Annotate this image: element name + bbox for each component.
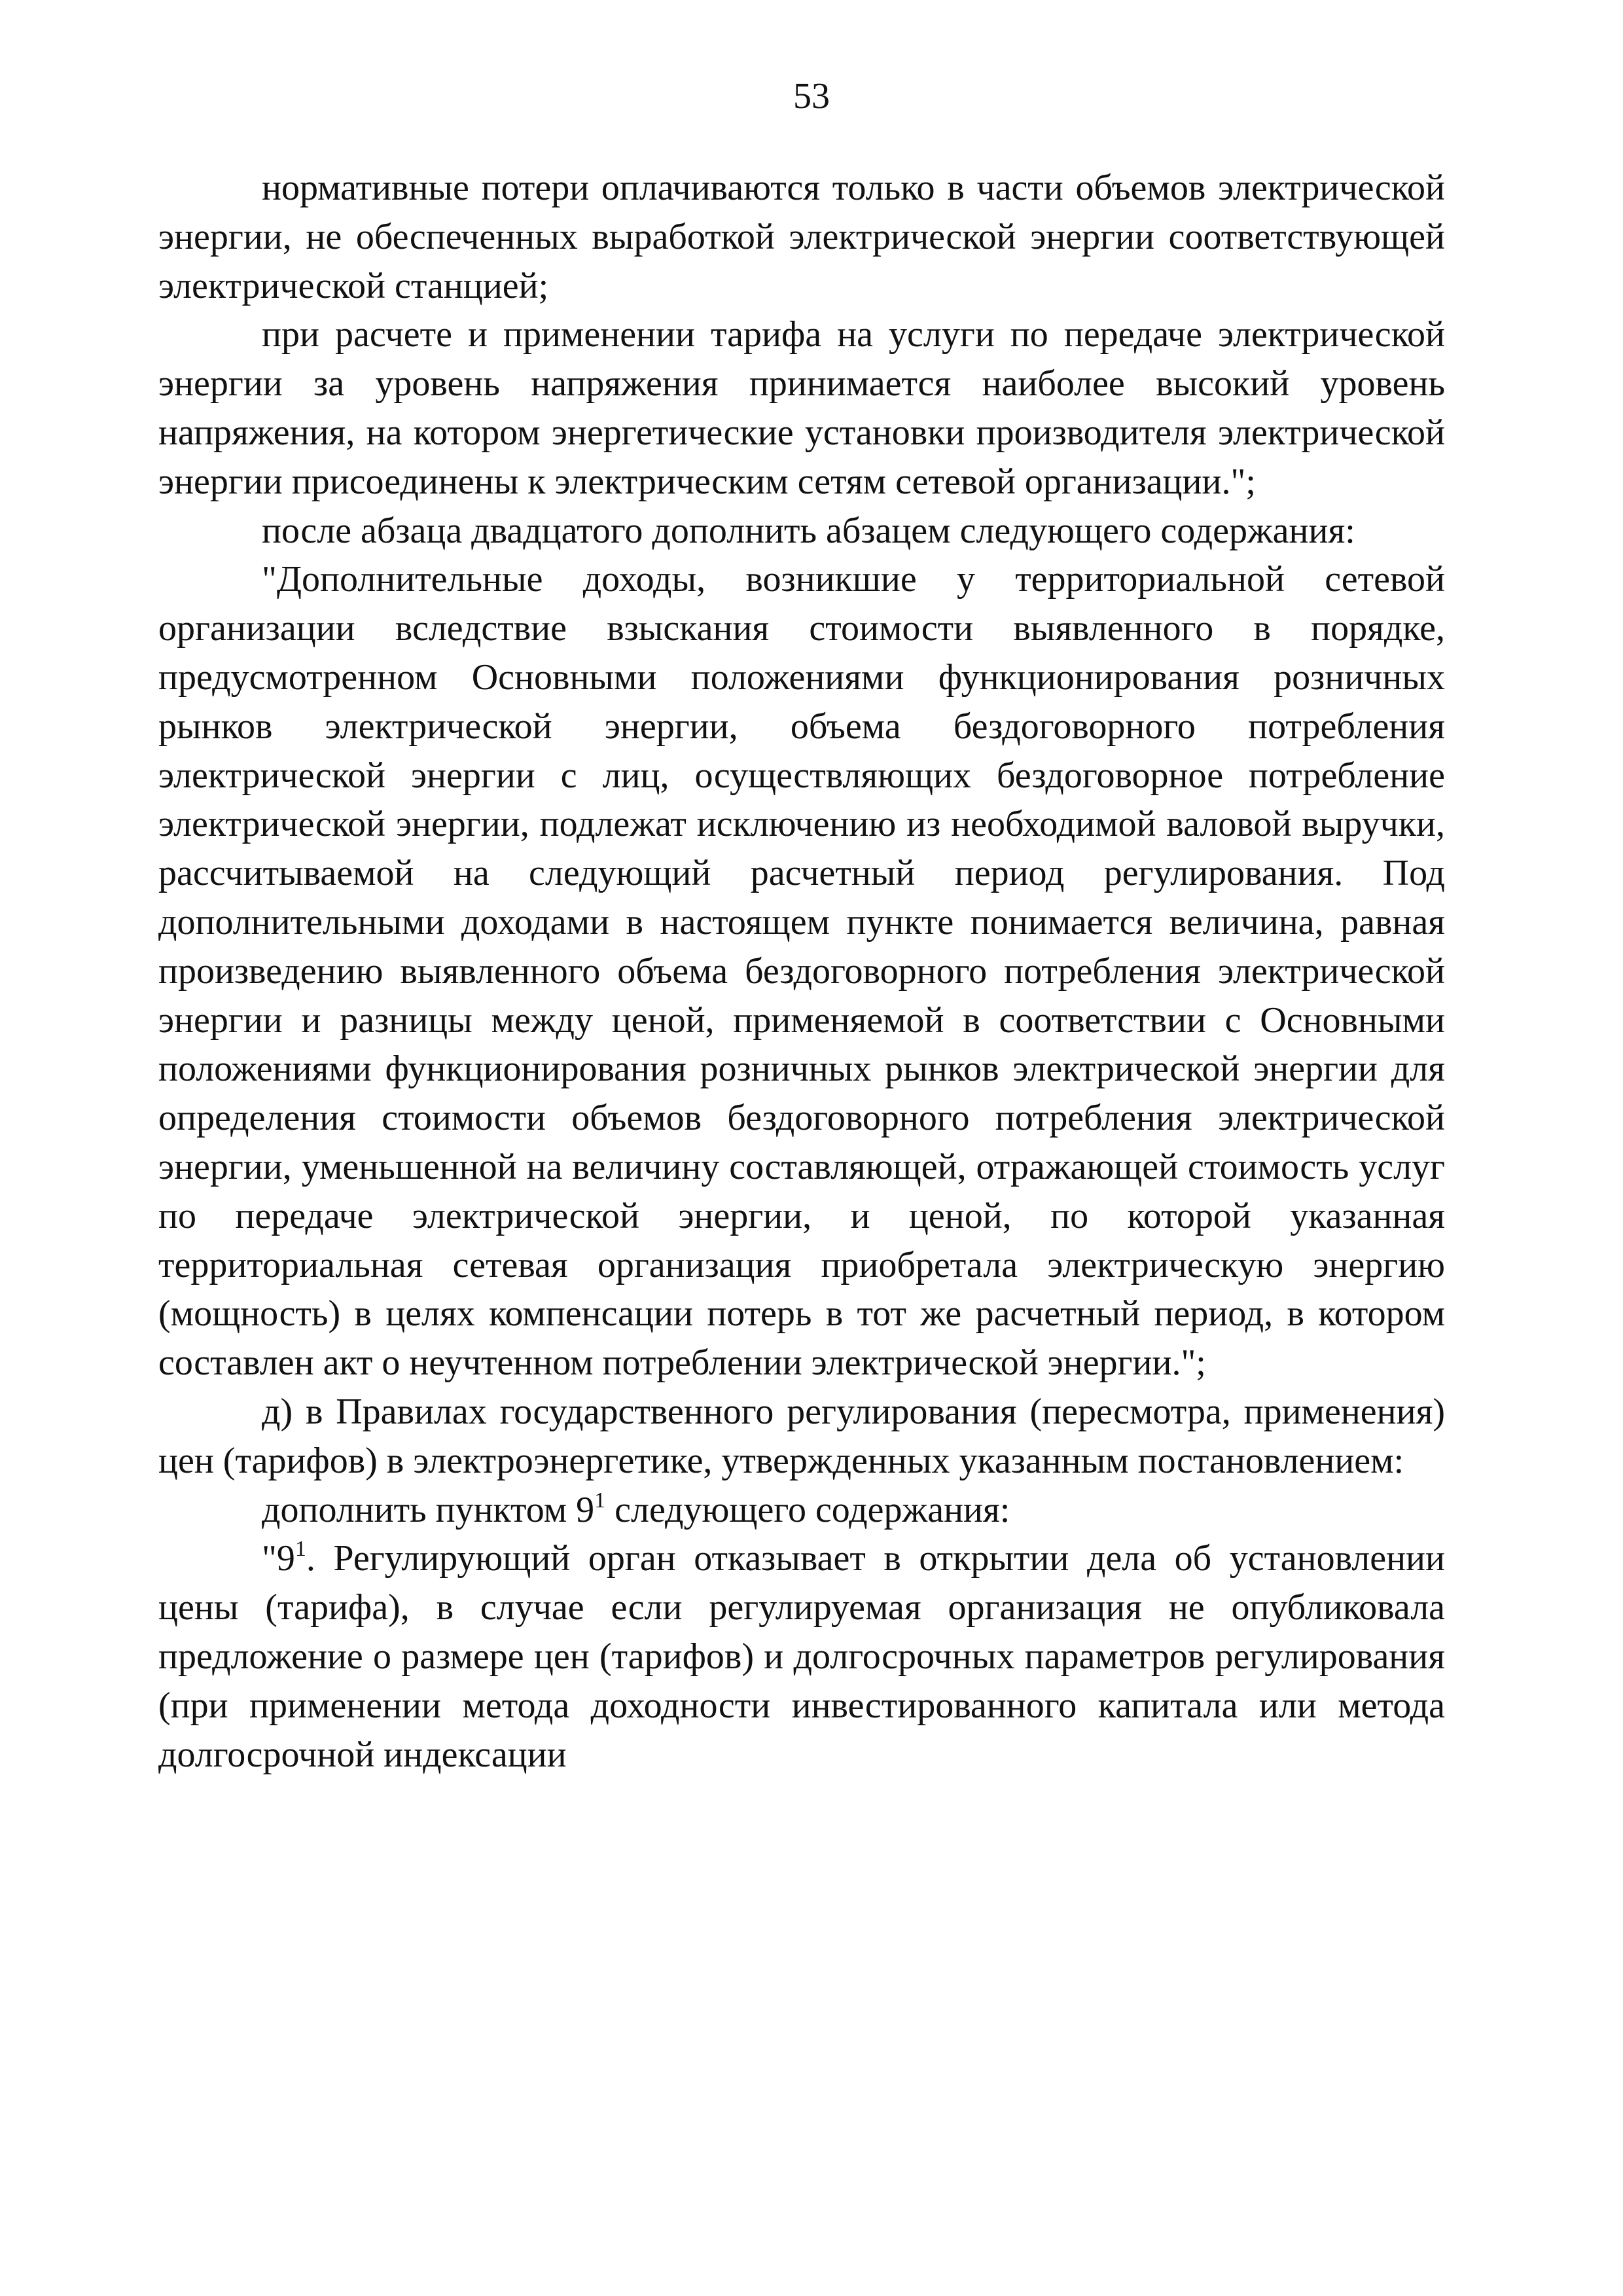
text-run: . Регулирующий орган отказывает в открытии дела об установлении цены (тарифа), в случае если регулируемая организация не опубликовала предложение о размере цен (тарифов) и долгосрочных параметров регулирования (при применении метода доходности инвестированного капитала или метода долгосрочной индексации: [158, 1538, 1445, 1775]
text-run: "9: [262, 1538, 295, 1579]
paragraph: [158, 164, 1445, 310]
paragraph: [158, 310, 1445, 506]
paragraph: [158, 555, 1445, 1388]
text-run: следующего содержания:: [605, 1489, 1010, 1530]
paragraph: [158, 1388, 1445, 1486]
text-run: после абзаца двадцатого дополнить абзацем следующего содержания:: [262, 510, 1355, 551]
paragraph: [158, 507, 1445, 556]
page-number: 53: [793, 76, 830, 117]
superscript: 1: [294, 1537, 306, 1562]
text-run: нормативные потери оплачиваются только в части объемов электрической энергии, не обеспеченных выработкой электрической энергии соответствующей электрической станцией;: [158, 168, 1445, 306]
paragraph: [158, 1534, 1445, 1779]
paragraph: [158, 1486, 1445, 1535]
superscript: 1: [594, 1488, 606, 1513]
text-run: при расчете и применении тарифа на услуги по передаче электрической энергии за уровень напряжения принимается наиболее высокий уровень напряжения, на котором энергетические установки производителя электрической энергии присоединены к электрическим сетям сетевой организации.";: [158, 314, 1445, 502]
text-run: д) в Правилах государственного регулирования (пересмотра, применения) цен (тарифов) в электроэнергетике, утвержденных указанным постановлением:: [158, 1391, 1445, 1481]
text-run: дополнить пунктом 9: [262, 1489, 595, 1530]
text-run: "Дополнительные доходы, возникшие у территориальной сетевой организации вследствие взыскания стоимости выявленного в порядке, предусмотренном Основными положениями функционирования розничных рынков электрической энергии, объема бездоговорного потребления электрической энергии с лиц, осуществляющих бездоговорное потребление электрической энергии, подлежат исключению из необходимой валовой выручки, рассчитываемой на следующий расчетный период регулирования. Под дополнительными доходами в настоящем пункте понимается величина, равная произведению выявленного объема бездоговорного потребления электрической энергии и разницы между ценой, применяемой в соответствии с Основными положениями функционирования розничных рынков электрической энергии для определения стоимости объемов бездоговорного потребления электрической энергии, уменьшенной на величину составляющей, отражающей стоимость услуг по передаче электрической энергии, и ценой, по которой указанная территориальная сетевая организация приобретала электрическую энергию (мощность) в целях компенсации потерь в тот же расчетный период, в котором составлен акт о неучтенном потреблении электрической энергии.";: [158, 559, 1445, 1384]
document-body: [158, 164, 1445, 1779]
